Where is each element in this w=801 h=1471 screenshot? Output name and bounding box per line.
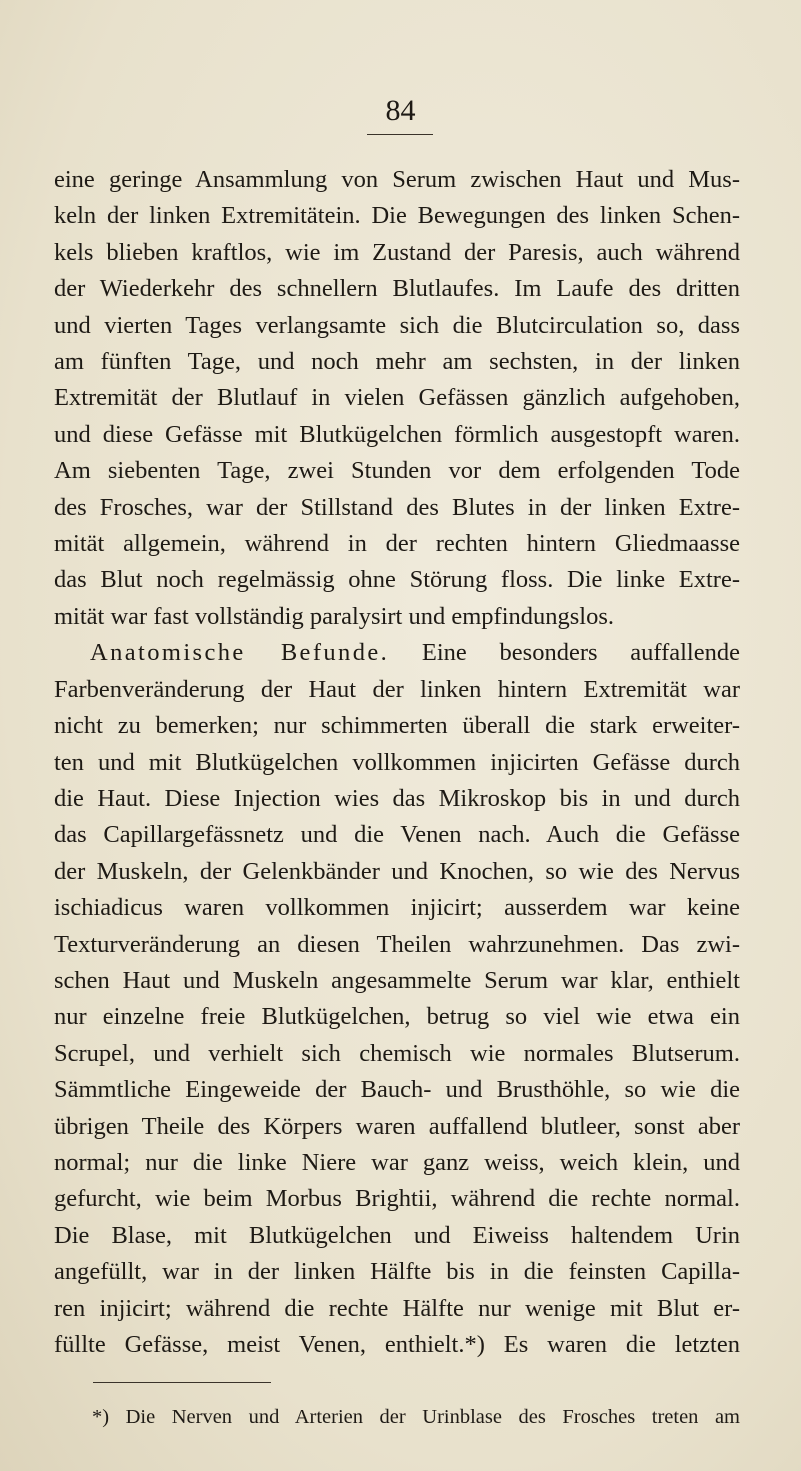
text-line: kels blieben kraftlos, wie im Zustand der Paresis, auch während (54, 238, 740, 266)
text-line: nur einzelne freie Blutkügelchen, betrug so viel wie etwa ein (54, 1003, 740, 1031)
text-line: keln der linken Extremitätein. Die Bewegungen des linken Schen- (54, 202, 740, 230)
section-heading: Anatomische Befunde. (90, 639, 390, 667)
text-line: schen Haut und Muskeln angesammelte Serum war klar, enthielt (54, 966, 740, 994)
page-number: 84 (385, 94, 416, 127)
body-text (54, 162, 740, 1363)
text-line: das Capillargefässnetz und die Venen nach. Auch die Gefässe (54, 821, 740, 849)
text-line: mität war fast vollständig paralysirt und empfindungslos. (54, 602, 615, 630)
text-line: ren injicirt; während die rechte Hälfte nur wenige mit Blut er- (54, 1294, 740, 1322)
text-line: normal; nur die linke Niere war ganz weiss, weich klein, und (54, 1148, 740, 1176)
text-line: der Wiederkehr des schnellern Blutlaufes. Im Laufe des dritten (54, 275, 740, 303)
text-line: Farbenveränderung der Haut der linken hintern Extremität war (54, 675, 740, 703)
section-heading-line (54, 635, 740, 671)
text-line: angefüllt, war in der linken Hälfte bis in die feinsten Capilla- (54, 1258, 740, 1286)
text-line: Die Blase, mit Blutkügelchen und Eiweiss haltendem Urin (54, 1221, 740, 1249)
text-line: Am siebenten Tage, zwei Stunden vor dem erfolgenden Tode (54, 457, 740, 485)
text-line: Scrupel, und verhielt sich chemisch wie normales Blutserum. (54, 1039, 740, 1067)
text-line: nicht zu bemerken; nur schimmerten überall die stark erweiter- (54, 712, 740, 740)
section-lead-text: Eine besonders auffallende (421, 639, 740, 667)
text-line: die Haut. Diese Injection wies das Mikroskop bis in und durch (54, 784, 740, 812)
page-number-rule (367, 134, 433, 135)
text-line: ischiadicus waren vollkommen injicirt; ausserdem war keine (54, 894, 740, 922)
text-line: am fünften Tage, und noch mehr am sechsten, in der linken (54, 348, 740, 376)
text-line: Texturveränderung an diesen Theilen wahrzunehmen. Das zwi- (54, 930, 740, 958)
footnote-rule (93, 1382, 271, 1383)
text-line: das Blut noch regelmässig ohne Störung floss. Die linke Extre- (54, 566, 740, 594)
text-line: eine geringe Ansammlung von Serum zwischen Haut und Mus- (54, 166, 740, 193)
text-line: Extremität der Blutlauf in vielen Gefässen gänzlich aufgehoben, (54, 384, 740, 412)
text-line: ten und mit Blutkügelchen vollkommen injicirten Gefässe durch (54, 748, 740, 776)
text-line: und vierten Tages verlangsamte sich die Blutcirculation so, dass (54, 311, 740, 339)
text-line: und diese Gefässe mit Blutkügelchen förmlich ausgestopft waren. (54, 420, 740, 448)
text-line: der Muskeln, der Gelenkbänder und Knochen, so wie des Nervus (54, 857, 740, 885)
text-line: füllte Gefässe, meist Venen, enthielt.*) Es waren die letzten (54, 1331, 740, 1358)
text-line: Sämmtliche Eingeweide der Bauch- und Brusthöhle, so wie die (54, 1076, 740, 1104)
text-line: des Frosches, war der Stillstand des Blutes in der linken Extre- (54, 493, 740, 521)
text-line: gefurcht, wie beim Morbus Brightii, während die rechte normal. (54, 1185, 740, 1213)
text-line: übrigen Theile des Körpers waren auffallend blutleer, sonst aber (54, 1112, 740, 1140)
text-line: mität allgemein, während in der rechten hintern Gliedmaasse (54, 530, 740, 558)
footnote: *) Die Nerven und Arterien der Urinblase des Frosches treten am (92, 1406, 740, 1428)
